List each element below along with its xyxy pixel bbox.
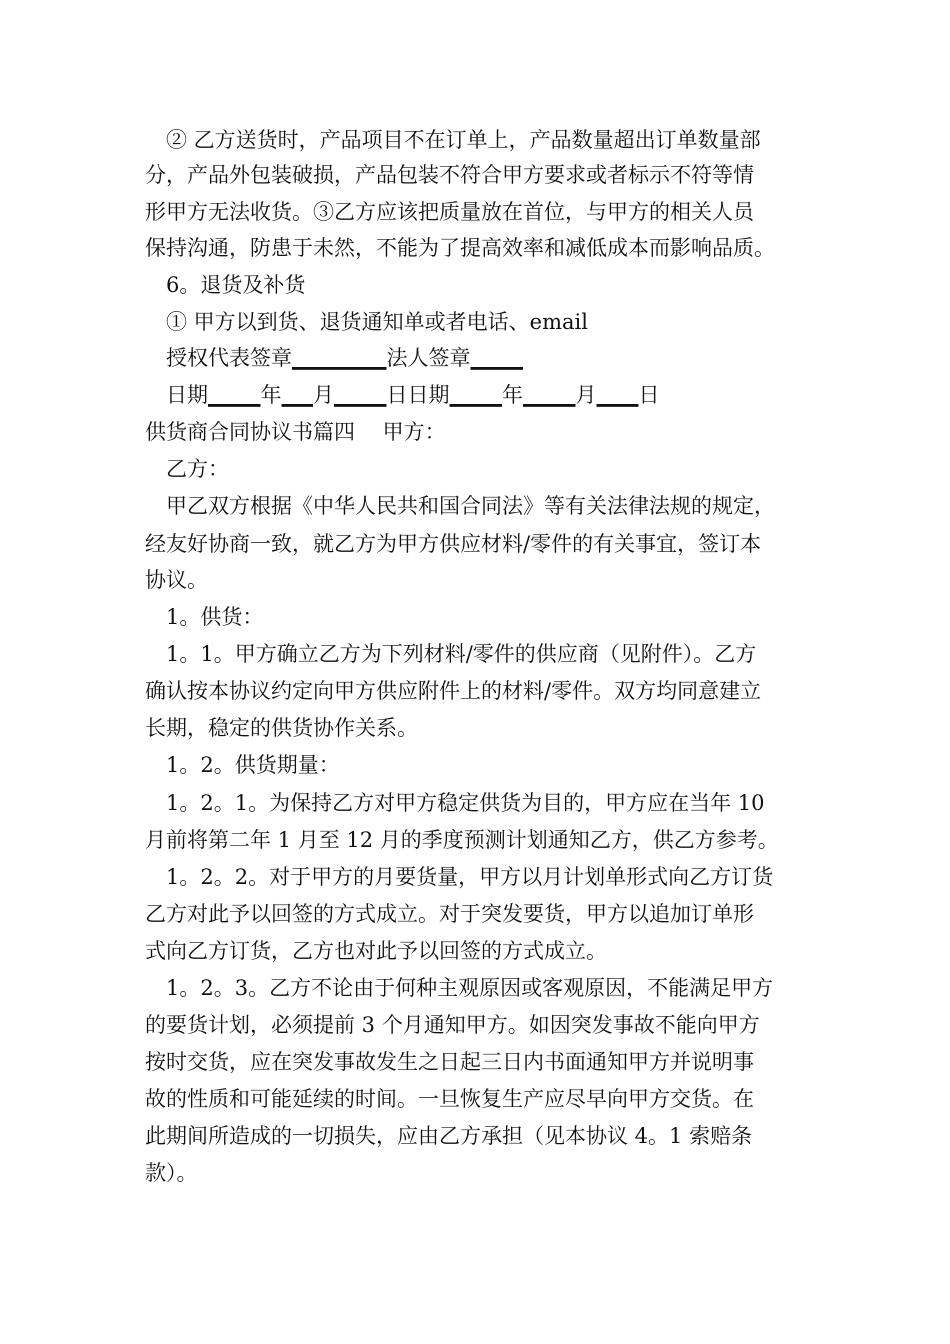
text-line: 分，产品外包装破损，产品包装不符合甲方要求或者标示不符等情 bbox=[145, 163, 754, 187]
text-line: 1。2。1。为保持乙方对甲方稳定供货为目的，甲方应在当年 10 bbox=[166, 791, 765, 815]
date-blank: _____ bbox=[523, 383, 576, 407]
text-line: 乙方对此予以回签的方式成立。对于突发要货，甲方以追加订单形 bbox=[145, 902, 754, 926]
date-line bbox=[166, 381, 846, 409]
section-title: 供货商合同协议书篇四 甲方： bbox=[145, 420, 446, 444]
text-line: ② 乙方送货时，产品项目不在订单上，产品数量超出订单数量部 bbox=[166, 128, 761, 152]
text-line: 甲乙双方根据《中华人民共和国合同法》等有关法律法规的规定， bbox=[166, 494, 775, 518]
date-blank: _____ bbox=[208, 383, 261, 407]
text-line: 1。1。甲方确立乙方为下列材料/零件的供应商（见附件）。乙方 bbox=[166, 642, 757, 666]
signature-label: 法人签章 bbox=[386, 346, 471, 370]
date-label: 日期 bbox=[166, 383, 208, 407]
text-line: 的要货计划，必须提前 3 个月通知甲方。如因突发事故不能向甲方 bbox=[145, 1013, 760, 1037]
text-line: 按时交货，应在突发事故发生之日起三日内书面通知甲方并说明事 bbox=[145, 1050, 754, 1074]
signature-blank: _________ bbox=[292, 346, 387, 370]
date-blank: ___ bbox=[281, 383, 313, 407]
text-line: 经友好协商一致，就乙方为甲方供应材料/零件的有关事宜，签订本 bbox=[145, 532, 762, 556]
text-line: 此期间所造成的一切损失，应由乙方承担（见本协议 4。1 索赔条 bbox=[145, 1124, 753, 1148]
date-blank: ____ bbox=[596, 383, 639, 407]
text-line: 形甲方无法收货。③乙方应该把质量放在首位，与甲方的相关人员 bbox=[145, 200, 754, 224]
date-blank: _____ bbox=[334, 383, 387, 407]
text-line: 故的性质和可能延续的时间。一旦恢复生产应尽早向甲方交货。在 bbox=[145, 1087, 754, 1111]
signature-blank: _____ bbox=[470, 346, 523, 370]
text-line: 月前将第二年 1 月至 12 月的季度预测计划通知乙方，供乙方参考。 bbox=[145, 828, 779, 852]
section-heading: 1。供货： bbox=[166, 605, 264, 629]
section-heading: 6。退货及补货 bbox=[166, 273, 306, 297]
date-label: 月 bbox=[575, 383, 597, 407]
text-line: 确认按本协议约定向甲方供应附件上的材料/零件。双方均同意建立 bbox=[145, 679, 762, 703]
date-label: 日日期 bbox=[386, 383, 450, 407]
text-line: ① 甲方以到货、退货通知单或者电话、email bbox=[166, 310, 588, 334]
text-line: 保持沟通，防患于未然，不能为了提高效率和减低成本而影响品质。 bbox=[145, 236, 775, 260]
date-label: 月 bbox=[313, 383, 334, 407]
text-line: 1。2。2。对于甲方的月要货量，甲方以月计划单形式向乙方订货 bbox=[166, 865, 774, 889]
signature-label: 授权代表签章 bbox=[166, 346, 292, 370]
date-label: 年 bbox=[260, 383, 282, 407]
party-line: 乙方： bbox=[166, 457, 229, 481]
section-heading: 1。2。供货期量： bbox=[166, 753, 340, 777]
date-blank: _____ bbox=[449, 383, 502, 407]
text-line: 款）。 bbox=[145, 1161, 198, 1185]
date-label: 年 bbox=[502, 383, 523, 407]
signature-line bbox=[166, 344, 846, 372]
text-line: 协议。 bbox=[145, 568, 208, 592]
text-line: 长期，稳定的供货协作关系。 bbox=[145, 716, 418, 740]
text-line: 1。2。3。乙方不论由于何种主观原因或客观原因，不能满足甲方 bbox=[166, 976, 774, 1000]
text-line: 式向乙方订货，乙方也对此予以回签的方式成立。 bbox=[145, 939, 607, 963]
date-label: 日 bbox=[638, 383, 660, 407]
